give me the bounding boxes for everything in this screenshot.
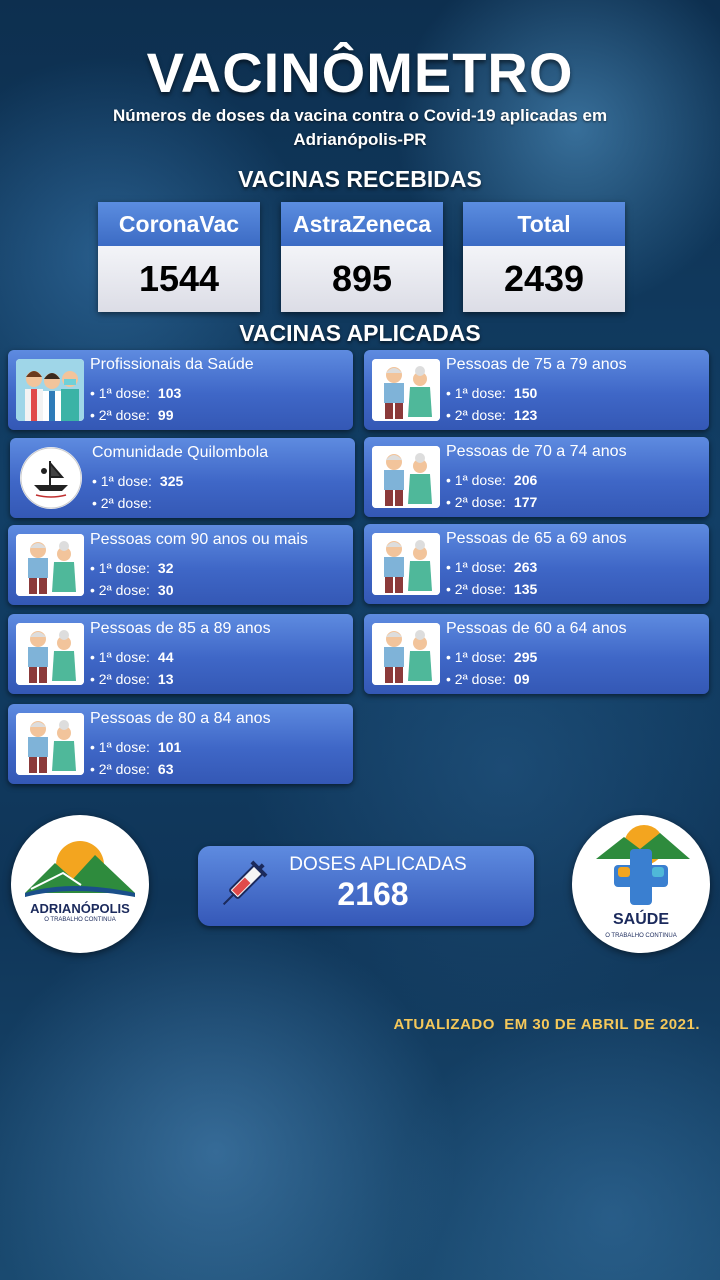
received-astrazeneca-value: 895 (281, 246, 443, 312)
group-card-90-plus (8, 525, 353, 605)
dose1-label: • 1ª dose: (446, 385, 506, 401)
group-card-65-69 (364, 524, 709, 604)
dose2-label: • 2ª dose: (90, 407, 150, 423)
received-total-value: 2439 (463, 246, 625, 312)
page-subtitle (80, 104, 640, 152)
dose2-line (446, 671, 529, 687)
adrianopolis-logo-slogan: O TRABALHO CONTINUA (44, 917, 116, 923)
received-astrazeneca (281, 202, 443, 312)
dose1-label: • 1ª dose: (90, 649, 150, 665)
dose1-label: • 1ª dose: (446, 472, 506, 488)
saude-logo-slogan: O TRABALHO CONTINUA (605, 933, 677, 939)
dose2-label: • 2ª dose: (446, 671, 506, 687)
subtitle-line-1: Números de doses da vacina contra o Covid-19 aplicadas em (112, 106, 608, 125)
elderly-couple-icon (372, 446, 440, 508)
dose1-value: 206 (513, 472, 538, 488)
group-title: Pessoas com 90 anos ou mais (90, 531, 308, 548)
dose2-label: • 2ª dose: (90, 671, 150, 687)
dose1-label: • 1ª dose: (90, 739, 150, 755)
subtitle-line-2: Adrianópolis-PR (293, 130, 427, 149)
dose1-value: 325 (159, 473, 184, 489)
dose1-label: • 1ª dose: (90, 560, 150, 576)
dose1-line (90, 649, 173, 665)
dose2-value: 99 (157, 407, 174, 423)
dose2-label: • 2ª dose: (90, 761, 150, 777)
dose2-line (90, 761, 173, 777)
dose1-line (446, 472, 537, 488)
group-title: Pessoas de 60 a 64 anos (446, 620, 627, 637)
group-card-health-workers (8, 350, 353, 430)
dose1-line (446, 385, 537, 401)
dose2-line (446, 581, 537, 597)
dose1-value: 44 (157, 649, 174, 665)
dose2-line (90, 582, 173, 598)
dose1-value: 32 (157, 560, 174, 576)
group-title: Pessoas de 85 a 89 anos (90, 620, 271, 637)
dose1-label: • 1ª dose: (90, 385, 150, 401)
received-coronavac-value: 1544 (98, 246, 260, 312)
group-title: Pessoas de 65 a 69 anos (446, 530, 627, 547)
dose2-label: • 2ª dose: (92, 495, 152, 511)
dose2-value: 13 (157, 671, 174, 687)
group-card-85-89 (8, 614, 353, 694)
dose2-label: • 2ª dose: (446, 494, 506, 510)
dose1-line (92, 473, 183, 489)
dose2-value: 135 (513, 581, 538, 597)
group-title: Pessoas de 80 a 84 anos (90, 710, 271, 727)
adrianopolis-logo (11, 815, 149, 953)
group-title: Pessoas de 70 a 74 anos (446, 443, 627, 460)
dose1-line (90, 385, 181, 401)
dose1-value: 101 (157, 739, 182, 755)
dose2-value: 177 (513, 494, 538, 510)
dose1-line (446, 559, 537, 575)
received-total-label: Total (463, 202, 625, 246)
dose2-value: 63 (157, 761, 174, 777)
dose1-value: 150 (513, 385, 538, 401)
elderly-couple-icon (16, 713, 84, 775)
received-total (463, 202, 625, 312)
syringe-icon (212, 856, 272, 916)
updated-date: ATUALIZADO EM 30 DE ABRIL DE 2021. (393, 1016, 700, 1033)
doses-applied-card (198, 846, 534, 926)
dose1-line (446, 649, 537, 665)
group-card-75-79 (364, 350, 709, 430)
dose1-line (90, 739, 181, 755)
group-card-80-84 (8, 704, 353, 784)
dose2-line (446, 407, 537, 423)
dose1-value: 263 (513, 559, 538, 575)
dose2-line (90, 407, 173, 423)
dose2-label: • 2ª dose: (446, 581, 506, 597)
dose2-label: • 2ª dose: (90, 582, 150, 598)
dose1-value: 295 (513, 649, 538, 665)
elderly-couple-icon (16, 534, 84, 596)
adrianopolis-logo-text: ADRIANÓPOLIS (30, 901, 130, 916)
elderly-couple-icon (372, 533, 440, 595)
received-coronavac-label: CoronaVac (98, 202, 260, 246)
page-title: VACINÔMETRO (146, 41, 574, 104)
saude-logo (572, 815, 710, 953)
dose2-line (90, 671, 173, 687)
dose2-line (446, 494, 537, 510)
group-card-70-74 (364, 437, 709, 517)
quilombola-logo-icon (20, 447, 82, 509)
dose1-line (90, 560, 173, 576)
dose2-line (92, 495, 160, 511)
dose2-value: 30 (157, 582, 174, 598)
dose1-label: • 1ª dose: (92, 473, 152, 489)
doses-applied-value: 2168 (337, 876, 409, 912)
dose2-value: 123 (513, 407, 538, 423)
dose2-label: • 2ª dose: (446, 407, 506, 423)
elderly-couple-icon (16, 623, 84, 685)
received-section-title: VACINAS RECEBIDAS (238, 166, 482, 192)
dose1-value: 103 (157, 385, 182, 401)
received-coronavac (98, 202, 260, 312)
applied-section-title: VACINAS APLICADAS (239, 320, 481, 346)
elderly-couple-icon (372, 623, 440, 685)
dose1-label: • 1ª dose: (446, 559, 506, 575)
elderly-couple-icon (372, 359, 440, 421)
received-astrazeneca-label: AstraZeneca (281, 202, 443, 246)
doses-applied-label: DOSES APLICADAS (289, 854, 467, 875)
dose2-value: 09 (513, 671, 530, 687)
group-title: Profissionais da Saúde (90, 356, 254, 373)
group-card-60-64 (364, 614, 709, 694)
health-workers-icon (16, 359, 84, 421)
dose1-label: • 1ª dose: (446, 649, 506, 665)
group-card-quilombola (10, 438, 355, 518)
group-title: Comunidade Quilombola (92, 444, 269, 461)
group-title: Pessoas de 75 a 79 anos (446, 356, 627, 373)
saude-logo-text: SAÚDE (612, 911, 669, 928)
